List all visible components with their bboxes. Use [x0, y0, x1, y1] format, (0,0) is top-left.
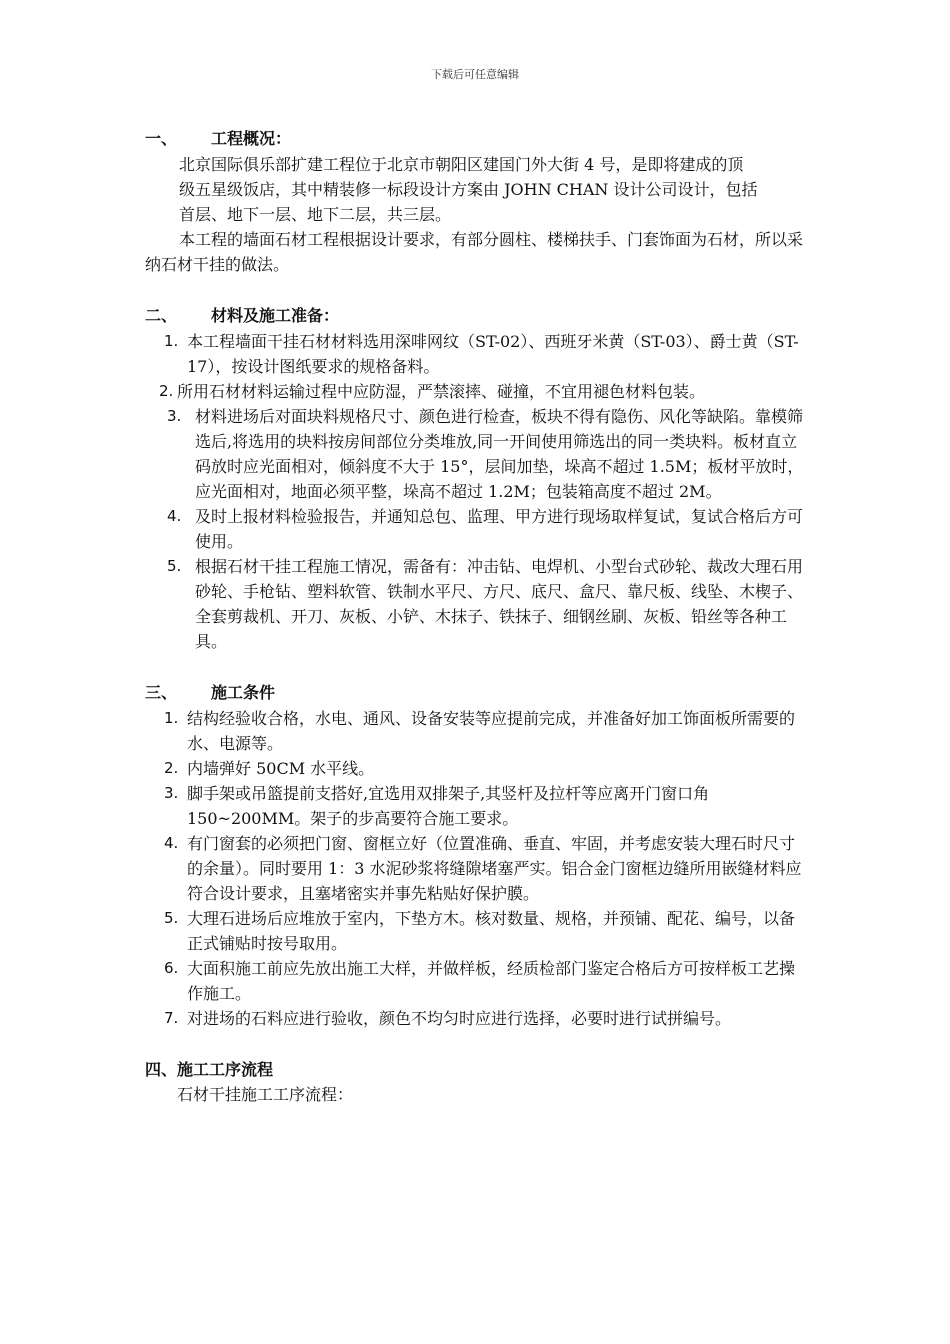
list-item: 5. 大理石进场后应堆放于室内，下垫方木。核对数量、规格，并预铺、配花、编号，以备正式铺贴时按号取用。 [164, 909, 796, 953]
paragraph: 石材干挂施工工序流程： [177, 1085, 354, 1104]
section-title: 材料及施工准备： [211, 306, 340, 325]
section-number: 三、 [145, 683, 178, 702]
list-item: 2. 所用石材材料运输过程中应防湿，严禁滚摔、碰撞，不宜用褪色材料包装。 [159, 382, 706, 401]
section-3-heading [145, 680, 810, 706]
section-number: 一、 [145, 129, 178, 148]
paragraph: 北京国际俱乐部扩建工程位于北京市朝阳区建国门外大街 4 号，是即将建成的顶 [179, 155, 744, 174]
section-number: 二、 [145, 306, 178, 325]
list-item: 1. 结构经验收合格，水电、通风、设备安装等应提前完成，并准备好加工饰面板所需要的水、电源等。 [164, 709, 796, 753]
paragraph: 本工程的墙面石材工程根据设计要求，有部分圆柱、楼梯扶手、门套饰面为石材，所以采纳石材干挂的做法。 [145, 230, 804, 274]
paragraph: 首层、地下一层、地下二层，共三层。 [179, 205, 452, 224]
section-2-heading [145, 303, 810, 329]
section-4-heading: 四、施工工序流程 [145, 1060, 274, 1079]
list-item: 5. 根据石材干挂工程施工情况，需备有：冲击钻、电焊机、小型台式砂轮、裁改大理石用砂轮、手枪钻、塑料软管、铁制水平尺、方尺、底尺、盒尺、靠尺板、线坠、木楔子、全套剪裁机、开刀、灰板、小铲、木抹子、铁抹子、细钢丝刷、灰板、铅丝等各种工具。 [167, 557, 804, 651]
list-item: 3. 材料进场后对面块料规格尺寸、颜色进行检查，板块不得有隐伤、风化等缺陷。靠模筛选后,将选用的块料按房间部位分类堆放,同一开间使用筛选出的同一类块料。板材直立码放时应光面相对，倾斜度不大于 15°，层间加垫，垛高不超过 1.5M；板材平放时，应光面相对，地面必须平整，垛高不超过 1.2M；包装箱高度不超过 2M。 [167, 407, 804, 501]
document-body [145, 126, 810, 1107]
paragraph: 级五星级饭店，其中精装修一标段设计方案由 JOHN CHAN 设计公司设计，包括 [179, 180, 758, 199]
section-1-heading [145, 126, 810, 152]
list-item: 1. 本工程墙面干挂石材材料选用深啡网纹（ST-02）、西班牙米黄（ST-03）、爵士黄（ST-17），按设计图纸要求的规格备料。 [164, 332, 799, 376]
list-item: 3. 脚手架或吊篮提前支搭好,宜选用双排架子,其竖杆及拉杆等应离开门窗口角 150~200MM。架子的步高要符合施工要求。 [164, 784, 710, 828]
list-item: 2. 内墙弹好 50CM 水平线。 [164, 759, 375, 778]
list-item: 6. 大面积施工前应先放出施工大样，并做样板，经质检部门鉴定合格后方可按样板工艺操作施工。 [164, 959, 796, 1003]
list-item: 4. 有门窗套的必须把门窗、窗框立好（位置准确、垂直、牢固，并考虑安装大理石时尺寸的余量）。同时要用 1：3 水泥砂浆将缝隙堵塞严实。铝合金门窗框边缝所用嵌缝材料应符合设计要求，且塞堵密实并事先粘贴好保护膜。 [164, 834, 802, 903]
list-item: 7. 对进场的石料应进行验收，颜色不均匀时应进行选择，必要时进行试拼编号。 [164, 1009, 732, 1028]
list-item: 4. 及时上报材料检验报告，并通知总包、监理、甲方进行现场取样复试，复试合格后方可使用。 [167, 507, 804, 551]
section-title: 施工条件 [211, 683, 276, 702]
page-header: 下载后可任意编辑 [431, 68, 519, 81]
section-title: 工程概况： [211, 129, 292, 148]
